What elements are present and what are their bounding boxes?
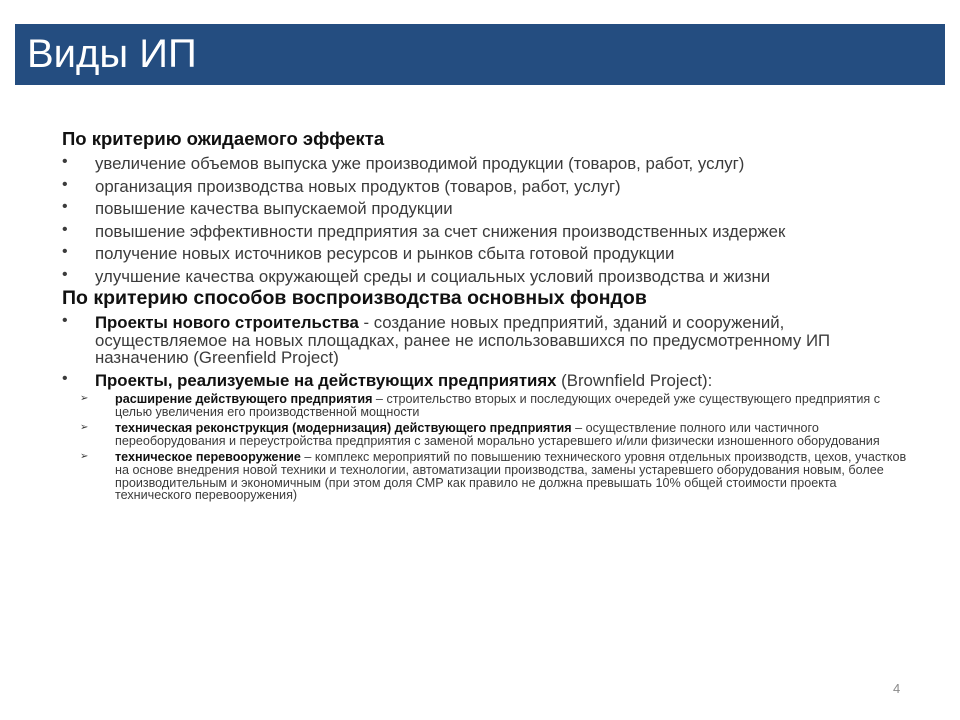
effect-list xyxy=(62,155,912,285)
slide-content xyxy=(62,128,912,502)
term-expansion: расширение действующего предприятия xyxy=(115,392,373,406)
slide-title: Виды ИП xyxy=(27,32,197,76)
list-item-new-construction xyxy=(62,314,912,367)
section-heading-effect: По критерию ожидаемого эффекта xyxy=(62,128,385,149)
list-item-existing-enterprises xyxy=(62,372,912,502)
term-existing-enterprises: Проекты, реализуемые на действующих предприятиях xyxy=(95,370,557,390)
page-number: 4 xyxy=(893,681,901,696)
list-item: • улучшение качества окружающей среды и социальных условий производства и жизни xyxy=(62,268,912,286)
definition-reequipment: – комплекс мероприятий по повышению технического уровня отдельных производств, цехов, участков на основе внедрения новой техники и технологии, автоматизации производства, замены устаревшего оборудования новым, более производительным и экономичным (при этом доля СМР как правило не должна превышать 10% общей стоимости проекта технического перевооружения) xyxy=(115,450,907,503)
definition-reconstruction: – осуществление полного или частичного переоборудования и переустройства предприятия с заменой морально устаревшего и/или физически изношенного оборудования xyxy=(115,421,880,448)
sublist-item-reconstruction xyxy=(104,422,912,447)
list-item: • увеличение объемов выпуска уже производимой продукции (товаров, работ, услуг) xyxy=(62,155,912,173)
list-item: • получение новых источников ресурсов и рынков сбыта готовой продукции xyxy=(62,245,912,263)
list-item: • организация производства новых продуктов (товаров, работ, услуг) xyxy=(62,178,912,196)
term-reequipment: техническое перевооружение xyxy=(115,450,301,465)
sublist-item-reequipment xyxy=(104,451,912,501)
section-heading-reproduction: По критерию способов воспроизводства основных фондов xyxy=(62,287,647,309)
sublist-item-expansion xyxy=(104,393,912,418)
list-item: • повышение качества выпускаемой продукции xyxy=(62,200,912,218)
existing-enterprises-sublist xyxy=(95,393,912,502)
term-reconstruction: техническая реконструкция (модернизация) действующего предприятия xyxy=(115,421,572,436)
definition-existing-enterprises: (Brownfield Project): xyxy=(556,370,713,390)
title-bar xyxy=(15,24,945,85)
definition-expansion: – строительство вторых и последующих очередей уже существующего предприятия с целью увеличения его производственной мощности xyxy=(115,392,881,419)
term-new-construction: Проекты нового строительства xyxy=(95,313,359,332)
definition-new-construction: - создание новых предприятий, зданий и сооружений, осуществляемое на новых площадках, ранее не использовавшихся по предусмотренному ИП назначению (Greenfield Project) xyxy=(95,313,831,367)
reproduction-list xyxy=(62,314,912,502)
list-item: • повышение эффективности предприятия за счет снижения производственных издержек xyxy=(62,223,912,241)
